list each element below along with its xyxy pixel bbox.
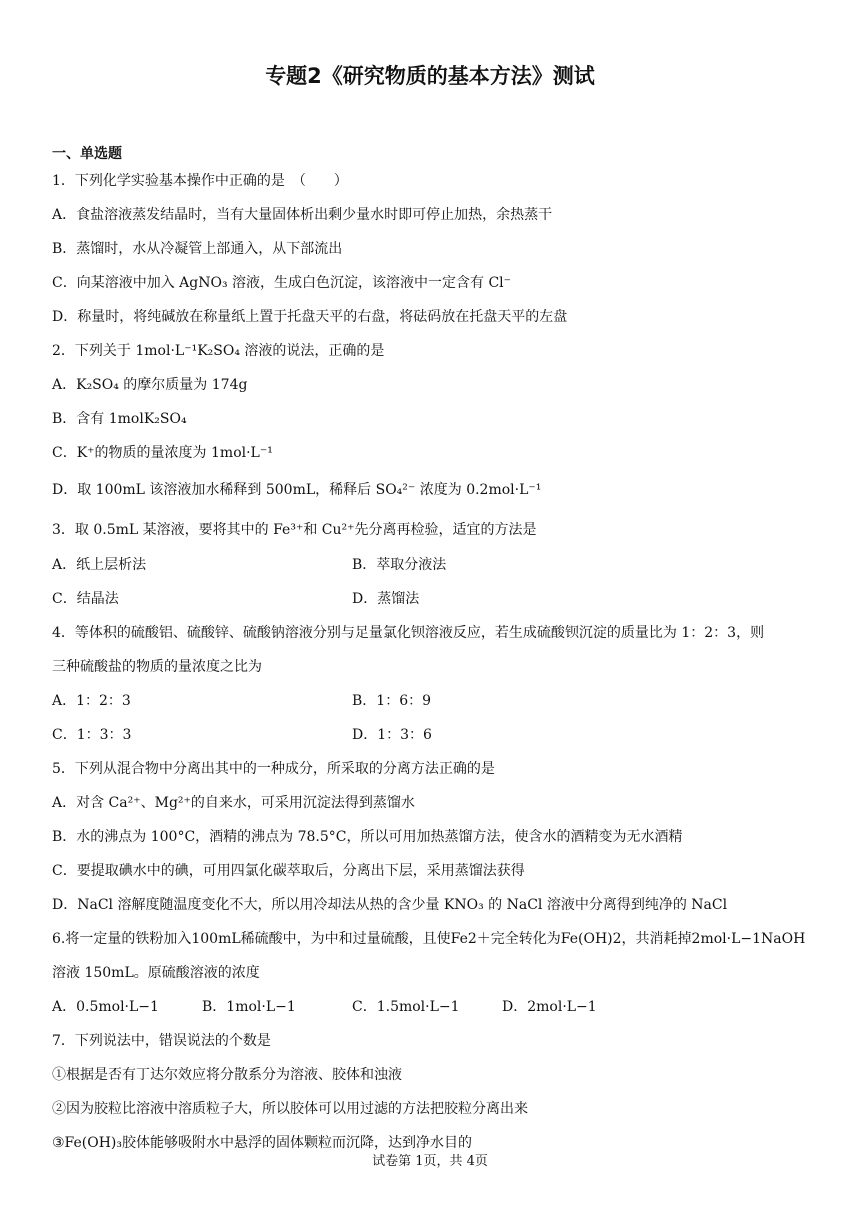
question-6-line2: 溶液 150mL。原硫酸溶液的浓度 <box>52 965 260 981</box>
q7-statement-1: ①根据是否有丁达尔效应将分散系分为溶液、胶体和浊液 <box>52 1067 402 1083</box>
q1-option-d: D．称量时，将纯碱放在称量纸上置于托盘天平的右盘，将砝码放在托盘天平的左盘 <box>52 309 568 325</box>
page-footer: 试卷第 1页，共 4页 <box>372 1154 488 1169</box>
question-7: 7．下列说法中，错误说法的个数是 <box>52 1033 271 1049</box>
q6-option-a: A．0.5mol·L−1 <box>52 999 159 1015</box>
question-4-line1: 4．等体积的硫酸铝、硫酸锌、硫酸钠溶液分别与足量氯化钡溶液反应，若生成硫酸钡沉淀的质量比为 1：2：3，则 <box>52 625 765 641</box>
question-2: 2．下列关于 1mol·L⁻¹K₂SO₄ 溶液的说法，正确的是 <box>52 343 385 359</box>
q6-options <box>52 997 652 1017</box>
question-1: 1．下列化学实验基本操作中正确的是 （ ） <box>52 173 348 189</box>
q5-option-d: D．NaCl 溶解度随温度变化不大，所以用冷却法从热的含少量 KNO₃ 的 NaCl 溶液中分离得到纯净的 NaCl <box>52 897 728 913</box>
question-3: 3．取 0.5mL 某溶液，要将其中的 Fe³⁺和 Cu²⁺先分离再检验，适宜的方法是 <box>52 522 537 538</box>
q3-option-c: C．结晶法 <box>52 591 119 607</box>
q1-option-b: B．蒸馏时，水从冷凝管上部通入，从下部流出 <box>52 241 343 257</box>
q4-option-b: B．1：6：9 <box>352 693 432 709</box>
q6-option-d: D．2mol·L−1 <box>502 999 597 1015</box>
q5-option-c: C．要提取碘水中的碘，可用四氯化碳萃取后，分离出下层，采用蒸馏法获得 <box>52 863 525 879</box>
q5-option-b: B．水的沸点为 100°C，酒精的沸点为 78.5°C，所以可用加热蒸馏方法，使含水的酒精变为无水酒精 <box>52 829 683 845</box>
q5-option-a: A．对含 Ca²⁺、Mg²⁺的自来水，可采用沉淀法得到蒸馏水 <box>52 795 415 811</box>
q2-option-b: B．含有 1molK₂SO₄ <box>52 411 187 427</box>
question-4-line2: 三种硫酸盐的物质的量浓度之比为 <box>52 659 262 675</box>
q7-statement-2: ②因为胶粒比溶液中溶质粒子大，所以胶体可以用过滤的方法把胶粒分离出来 <box>52 1101 528 1117</box>
q6-option-c: C．1.5mol·L−1 <box>352 999 460 1015</box>
q1-option-a: A．食盐溶液蒸发结晶时，当有大量固体析出剩少量水时即可停止加热，余热蒸干 <box>52 207 553 223</box>
q2-option-c: C．K⁺的物质的量浓度为 1mol·L⁻¹ <box>52 445 273 461</box>
q7-statement-3: ③Fe(OH)₃胶体能够吸附水中悬浮的固体颗粒而沉降，达到净水目的 <box>52 1135 473 1151</box>
q4-option-c: C．1：3：3 <box>52 727 132 743</box>
q3-option-d: D．蒸馏法 <box>352 591 420 607</box>
q4-option-a: A．1：2：3 <box>52 693 131 709</box>
q4-option-d: D．1：3：6 <box>352 727 432 743</box>
question-5: 5．下列从混合物中分离出其中的一种成分，所采取的分离方法正确的是 <box>52 761 495 777</box>
section-heading: 一、单选题 <box>52 146 122 162</box>
q6-option-b: B．1mol·L−1 <box>202 999 296 1015</box>
q2-option-a: A．K₂SO₄ 的摩尔质量为 174g <box>52 377 248 393</box>
question-6-line1: 6.将一定量的铁粉加入100mL稀硫酸中，为中和过量硫酸，且使Fe2＋完全转化为Fe(OH)2，共消耗掉2mol·L−1NaOH <box>52 931 806 947</box>
q2-option-d: D．取 100mL 该溶液加水稀释到 500mL，稀释后 SO₄²⁻ 浓度为 0.2mol·L⁻¹ <box>52 482 542 498</box>
page-title: 专题2《研究物质的基本方法》测试 <box>265 64 595 88</box>
q3-option-a: A．纸上层析法 <box>52 557 147 573</box>
q1-option-c: C．向某溶液中加入 AgNO₃ 溶液，生成白色沉淀，该溶液中一定含有 Cl⁻ <box>52 275 512 291</box>
q3-option-b: B．萃取分液法 <box>352 557 447 573</box>
